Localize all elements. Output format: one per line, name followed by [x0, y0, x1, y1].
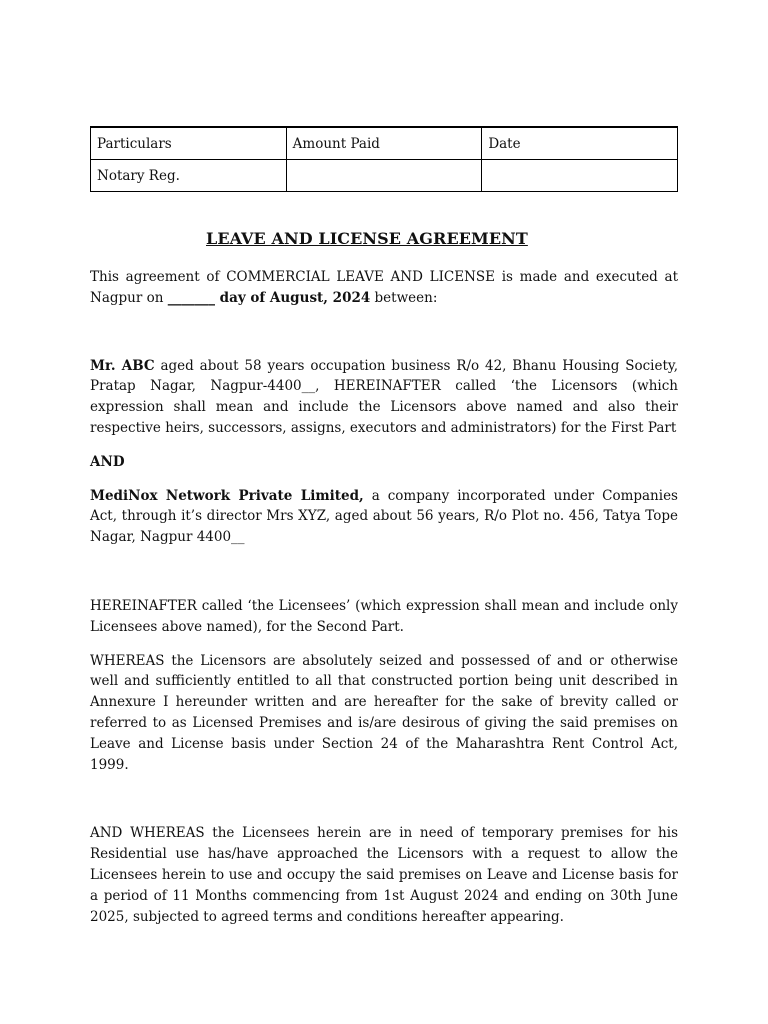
- table-cell-particulars: Notary Reg.: [91, 160, 287, 192]
- and-label: AND: [90, 453, 125, 470]
- document-page: [90, 126, 678, 927]
- licensor-name: Mr. ABC: [90, 357, 155, 374]
- table-header-amount-paid: Amount Paid: [286, 127, 482, 160]
- licensee-name: MediNox Network Private Limited,: [90, 487, 364, 504]
- document-title: LEAVE AND LICENSE AGREEMENT: [206, 229, 528, 248]
- table-header-particulars: Particulars: [91, 127, 287, 160]
- table-cell-date: [482, 160, 678, 192]
- licensor-details: aged about 58 years occupation business R/o 42, Bhanu Housing Society, Pratap Nagar, Nagpur-4400__, HEREINAFTER called ‘the Licensors (which expression shall mean and include the Licensors above named and also their respective heirs, successors, assigns, executors and administrators) for the First Part: [90, 357, 678, 436]
- licensee-details: a company incorporated under Companies Act, through it’s director Mrs XYZ, aged about 56 years, R/o Plot no. 456, Tatya Tope Nagar, Nagpur 4400__: [90, 487, 678, 546]
- agreement-date: _______ day of August, 2024: [167, 289, 371, 306]
- intro-paragraph: [90, 267, 678, 309]
- and-whereas-paragraph: AND WHEREAS the Licensees herein are in need of temporary premises for his Residential use has/have approached the Licensors with a request to allow the Licensees herein to use and occupy the said premises on Leave and License basis for a period of 11 Months commencing from 1st August 2024 and ending on 30th June 2025, subjected to agreed terms and conditions hereafter appearing.: [90, 825, 678, 925]
- intro-text-end: between:: [370, 289, 438, 306]
- licensee-clause-paragraph: HEREINAFTER called ‘the Licensees’ (which expression shall mean and include only Licensees above named), for the Second Part.: [90, 597, 678, 635]
- table-row: [91, 160, 678, 192]
- whereas-paragraph: WHEREAS the Licensors are absolutely seized and possessed of and or otherwise well and sufficiently entitled to all that constructed portion being unit described in Annexure I hereunder written and are hereafter for the sake of brevity called or referred to as Licensed Premises and is/are desirous of giving the said premises on Leave and License basis under Section 24 of the Maharashtra Rent Control Act, 1999.: [90, 652, 678, 773]
- table-header-date: Date: [482, 127, 678, 160]
- table-header-row: [91, 127, 678, 160]
- licensee-paragraph: [90, 486, 678, 548]
- licensor-paragraph: [90, 356, 678, 439]
- notary-registration-table: [90, 126, 678, 192]
- table-cell-amount-paid: [286, 160, 482, 192]
- intro-text: This agreement of COMMERCIAL LEAVE AND LICENSE is made and executed at Nagpur on: [90, 269, 678, 306]
